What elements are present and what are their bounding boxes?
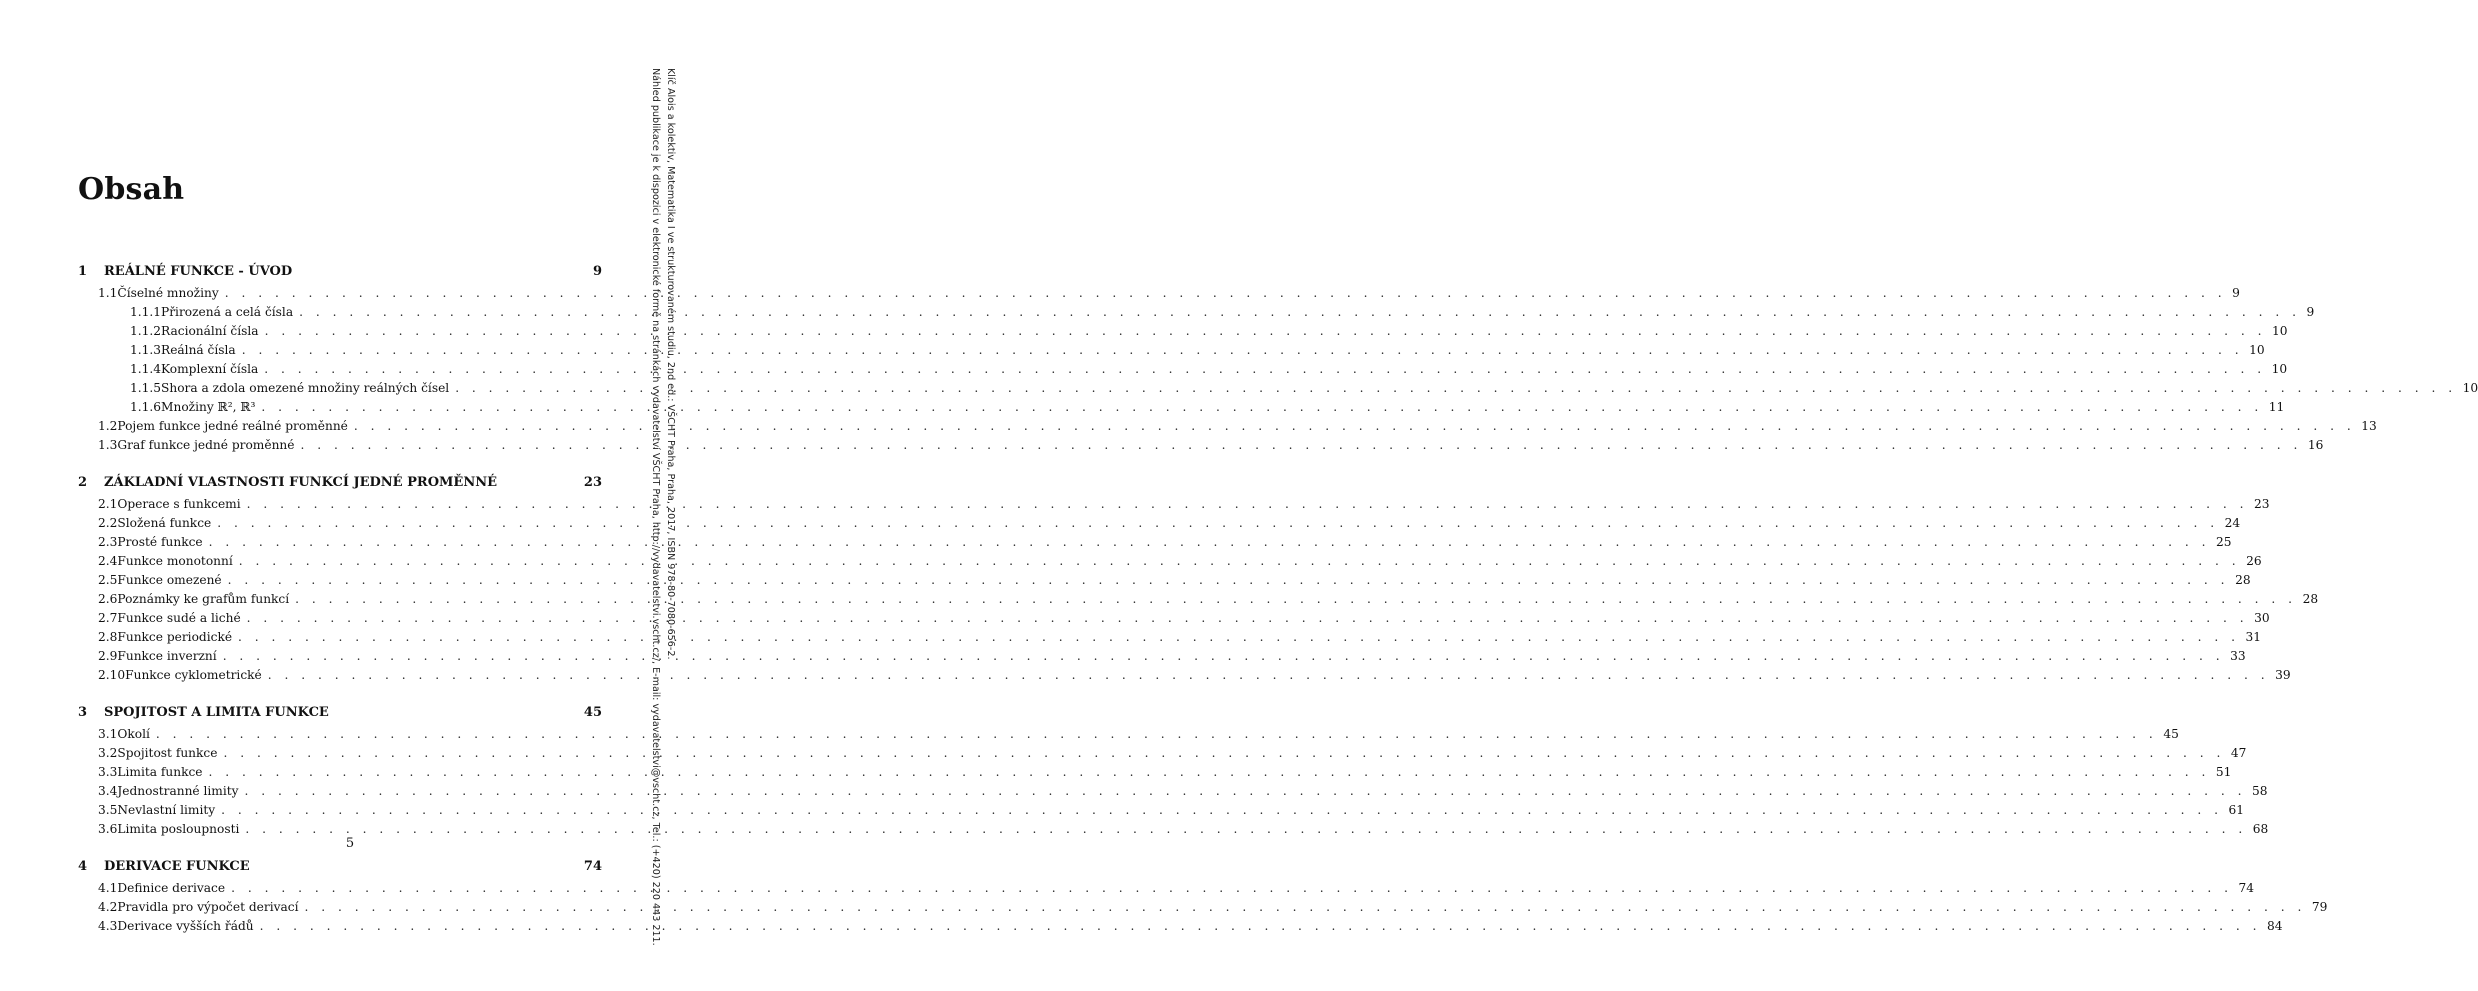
entry-number: 1.1.5 <box>130 381 162 395</box>
entry-page: 30 <box>2254 611 2270 625</box>
entry-title: Nevlastní limity <box>117 803 216 817</box>
entry-number: 2.10 <box>98 668 126 682</box>
entry-title: Poznámky ke grafům funkcí <box>117 592 290 606</box>
entry-number: 3.6 <box>98 822 118 836</box>
entry-page: 28 <box>2302 592 2319 606</box>
chapter-number: 1 <box>78 264 88 279</box>
entry-number: 4.3 <box>98 919 118 933</box>
entry-page: 9 <box>2232 286 2240 300</box>
entry-page: 68 <box>2252 822 2269 836</box>
chapter-title: DERIVACE FUNKCE <box>104 859 250 874</box>
toc-chapter <box>78 859 2328 938</box>
toc-entry[interactable] <box>78 803 2245 822</box>
entry-number: 2.8 <box>98 630 118 644</box>
entry-number: 2.6 <box>98 592 118 606</box>
entry-title: Přirozená a celá čísla <box>161 305 294 319</box>
entry-page: 84 <box>2267 919 2283 933</box>
entry-page: 31 <box>2245 630 2261 644</box>
toc-entry[interactable] <box>78 324 2288 343</box>
toc-chapter <box>78 264 2478 457</box>
toc-entry[interactable] <box>78 419 2377 438</box>
page-number: 5 <box>345 836 355 851</box>
dot-leader: . . . . . . . . . . . . . . . . . . . . . . . . . . . . . . . . . . . . . . . . . . . . . . . . . . . . . . . . . . . . . . . . . . . . . . . . . . . . . . . . . . . . . . . . . . . . . . . . . . . . . . . . . . . . . . . . . . . . . . . . <box>238 554 2241 568</box>
entry-page: 58 <box>2251 784 2268 798</box>
entry-title: Funkce sudé a liché <box>117 611 241 625</box>
toc-entry[interactable] <box>78 611 2270 630</box>
entry-page: 24 <box>2224 516 2241 530</box>
entry-page: 45 <box>2163 727 2179 741</box>
entry-title: Okolí <box>117 727 150 741</box>
entry-title: Definice derivace <box>117 881 226 895</box>
toc-entry[interactable] <box>78 535 2232 554</box>
chapter-title: ZÁKLADNÍ VLASTNOSTI FUNKCÍ JEDNÉ PROMĚNNÉ <box>104 475 497 490</box>
page-title: Obsah <box>78 172 185 207</box>
entry-title: Funkce omezené <box>117 573 222 587</box>
dot-leader: . . . . . . . . . . . . . . . . . . . . . . . . . . . . . . . . . . . . . . . . . . . . . . . . . . . . . . . . . . . . . . . . . . . . . . . . . . . . . . . . . . . . . . . . . . . . . . . . . . . . . . . . . . . . . . . . . . . . . . . . <box>223 746 2225 760</box>
entry-title: Funkce periodické <box>117 630 233 644</box>
dot-leader: . . . . . . . . . . . . . . . . . . . . . . . . . . . . . . . . . . . . . . . . . . . . . . . . . . . . . . . . . . . . . . . . . . . . . . . . . . . . . . . . . . . . . . . . . . . . . . . . . . . . . . . . . . . . . . . . . . . . . . . . <box>217 516 2219 530</box>
entry-title: Množiny ℝ², ℝ³ <box>161 400 256 414</box>
dot-leader: . . . . . . . . . . . . . . . . . . . . . . . . . . . . . . . . . . . . . . . . . . . . . . . . . . . . . . . . . . . . . . . . . . . . . . . . . . . . . . . . . . . . . . . . . . . . . . . . . . . . . . . . . . . . . . . . . . . . . . . . <box>264 362 2266 376</box>
dot-leader: . . . . . . . . . . . . . . . . . . . . . . . . . . . . . . . . . . . . . . . . . . . . . . . . . . . . . . . . . . . . . . . . . . . . . . . . . . . . . . . . . . . . . . . . . . . . . . . . . . . . . . . . . . . . . . . . . . . . . . . . <box>241 343 2244 357</box>
dot-leader: . . . . . . . . . . . . . . . . . . . . . . . . . . . . . . . . . . . . . . . . . . . . . . . . . . . . . . . . . . . . . . . . . . . . . . . . . . . . . . . . . . . . . . . . . . . . . . . . . . . . . . . . . . . . . . . . . . . . . . . . <box>238 630 2240 644</box>
dot-leader: . . . . . . . . . . . . . . . . . . . . . . . . . . . . . . . . . . . . . . . . . . . . . . . . . . . . . . . . . . . . . . . . . . . . . . . . . . . . . . . . . . . . . . . . . . . . . . . . . . . . . . . . . . . . . . . . . . . . . . . . <box>299 305 2301 319</box>
entry-number: 1.1 <box>98 286 118 300</box>
dot-leader: . . . . . . . . . . . . . . . . . . . . . . . . . . . . . . . . . . . . . . . . . . . . . . . . . . . . . . . . . . . . . . . . . . . . . . . . . . . . . . . . . . . . . . . . . . . . . . . . . . . . . . . . . . . . . . . . . . . . . . . . <box>264 324 2266 338</box>
entry-number: 2.2 <box>98 516 118 530</box>
toc-entry[interactable] <box>78 649 2246 668</box>
entry-page: 25 <box>2216 535 2232 549</box>
dot-leader: . . . . . . . . . . . . . . . . . . . . . . . . . . . . . . . . . . . . . . . . . . . . . . . . . . . . . . . . . . . . . . . . . . . . . . . . . . . . . . . . . . . . . . . . . . . . . . . . . . . . . . . . . . . . . . . . . . . . . . . . <box>455 381 2457 395</box>
entry-number: 1.1.1 <box>130 305 162 319</box>
entry-number: 3.3 <box>98 765 118 779</box>
toc-chapter <box>78 475 2319 687</box>
dot-leader: . . . . . . . . . . . . . . . . . . . . . . . . . . . . . . . . . . . . . . . . . . . . . . . . . . . . . . . . . . . . . . . . . . . . . . . . . . . . . . . . . . . . . . . . . . . . . . . . . . . . . . . . . . . . . . . . . . . . . . . . <box>300 438 2302 452</box>
dot-leader: . . . . . . . . . . . . . . . . . . . . . . . . . . . . . . . . . . . . . . . . . . . . . . . . . . . . . . . . . . . . . . . . . . . . . . . . . . . . . . . . . . . . . . . . . . . . . . . . . . . . . . . . . . . . . . . . . . . . . . . . <box>295 592 2297 606</box>
chapter-number: 4 <box>78 859 88 874</box>
entry-title: Limita posloupnosti <box>117 822 240 836</box>
sidebar-line: Náhled publikace je k dispozici v elektronické formě na stránkách vydavatelství VŠCHT Praha, http://vydavatelstvi.vscht.cz/, E-mail: vydavatelstvi@vscht.cz, Tel.: (+420) 220 443 211. <box>650 68 661 946</box>
toc-chapter <box>78 705 2269 841</box>
chapter-number: 3 <box>78 705 88 720</box>
dot-leader: . . . . . . . . . . . . . . . . . . . . . . . . . . . . . . . . . . . . . . . . . . . . . . . . . . . . . . . . . . . . . . . . . . . . . . . . . . . . . . . . . . . . . . . . . . . . . . . . . . . . . . . . . . . . . . . . . . . . . . . . <box>221 803 2223 817</box>
entry-title: Derivace vyšších řádů <box>117 919 254 933</box>
toc-entry[interactable] <box>78 668 2291 687</box>
toc-entry[interactable] <box>78 305 2315 324</box>
toc-chapter-row[interactable] <box>78 859 602 881</box>
dot-leader: . . . . . . . . . . . . . . . . . . . . . . . . . . . . . . . . . . . . . . . . . . . . . . . . . . . . . . . . . . . . . . . . . . . . . . . . . . . . . . . . . . . . . . . . . . . . . . . . . . . . . . . . . . . . . . . . . . . . . . . . <box>155 727 2158 741</box>
toc-entry[interactable] <box>78 438 2324 457</box>
entry-title: Racionální čísla <box>161 324 259 338</box>
entry-page: 10 <box>2271 362 2288 376</box>
toc-entry[interactable] <box>78 362 2288 381</box>
entry-page: 23 <box>2254 497 2270 511</box>
sidebar-line: Klíč Alois a kolektiv, Matematika I ve strukturovaném studiu, 2nd ed.: VŠCHT Praha, Praha, 2017, ISBN 978-80-7080-656-2. <box>665 68 676 660</box>
entry-title: Spojitost funkce <box>117 746 218 760</box>
dot-leader: . . . . . . . . . . . . . . . . . . . . . . . . . . . . . . . . . . . . . . . . . . . . . . . . . . . . . . . . . . . . . . . . . . . . . . . . . . . . . . . . . . . . . . . . . . . . . . . . . . . . . . . . . . . . . . . . . . . . . . . . <box>208 535 2211 549</box>
entry-number: 2.9 <box>98 649 118 663</box>
entry-title: Jednostranné limity <box>117 784 239 798</box>
entry-number: 1.2 <box>98 419 118 433</box>
chapter-number: 2 <box>78 475 88 490</box>
entry-number: 4.2 <box>98 900 118 914</box>
toc-entry[interactable] <box>78 400 2285 419</box>
entry-number: 1.1.2 <box>130 324 162 338</box>
entry-page: 74 <box>2238 881 2255 895</box>
entry-title: Shora a zdola omezené množiny reálných čísel <box>161 381 450 395</box>
entry-page: 11 <box>2268 400 2285 414</box>
toc-entry[interactable] <box>78 286 2240 305</box>
toc-chapter-row[interactable] <box>78 705 602 727</box>
entry-number: 2.5 <box>98 573 118 587</box>
dot-leader: . . . . . . . . . . . . . . . . . . . . . . . . . . . . . . . . . . . . . . . . . . . . . . . . . . . . . . . . . . . . . . . . . . . . . . . . . . . . . . . . . . . . . . . . . . . . . . . . . . . . . . . . . . . . . . . . . . . . . . . . <box>267 668 2270 682</box>
entry-page: 10 <box>2462 381 2478 395</box>
entry-page: 16 <box>2307 438 2324 452</box>
dot-leader: . . . . . . . . . . . . . . . . . . . . . . . . . . . . . . . . . . . . . . . . . . . . . . . . . . . . . . . . . . . . . . . . . . . . . . . . . . . . . . . . . . . . . . . . . . . . . . . . . . . . . . . . . . . . . . . . . . . . . . . . <box>224 286 2227 300</box>
toc-entry[interactable] <box>78 727 2179 746</box>
entry-title: Graf funkce jedné proměnné <box>117 438 295 452</box>
dot-leader: . . . . . . . . . . . . . . . . . . . . . . . . . . . . . . . . . . . . . . . . . . . . . . . . . . . . . . . . . . . . . . . . . . . . . . . . . . . . . . . . . . . . . . . . . . . . . . . . . . . . . . . . . . . . . . . . . . . . . . . . <box>259 919 2262 933</box>
chapter-title: SPOJITOST A LIMITA FUNKCE <box>104 705 329 720</box>
toc-entry[interactable] <box>78 919 2283 938</box>
entry-number: 2.7 <box>98 611 118 625</box>
entry-number: 1.1.4 <box>130 362 162 376</box>
dot-leader: . . . . . . . . . . . . . . . . . . . . . . . . . . . . . . . . . . . . . . . . . . . . . . . . . . . . . . . . . . . . . . . . . . . . . . . . . . . . . . . . . . . . . . . . . . . . . . . . . . . . . . . . . . . . . . . . . . . . . . . . <box>261 400 2263 414</box>
entry-page: 33 <box>2230 649 2246 663</box>
entry-page: 79 <box>2311 900 2328 914</box>
entry-page: 10 <box>2271 324 2288 338</box>
entry-title: Prosté funkce <box>117 535 203 549</box>
dot-leader: . . . . . . . . . . . . . . . . . . . . . . . . . . . . . . . . . . . . . . . . . . . . . . . . . . . . . . . . . . . . . . . . . . . . . . . . . . . . . . . . . . . . . . . . . . . . . . . . . . . . . . . . . . . . . . . . . . . . . . . . <box>353 419 2356 433</box>
dot-leader: . . . . . . . . . . . . . . . . . . . . . . . . . . . . . . . . . . . . . . . . . . . . . . . . . . . . . . . . . . . . . . . . . . . . . . . . . . . . . . . . . . . . . . . . . . . . . . . . . . . . . . . . . . . . . . . . . . . . . . . . <box>227 573 2230 587</box>
entry-title: Funkce cyklometrické <box>125 668 262 682</box>
toc-entry[interactable] <box>78 765 2232 784</box>
entry-number: 3.5 <box>98 803 118 817</box>
chapter-page: 45 <box>583 705 602 720</box>
entry-number: 1.3 <box>98 438 118 452</box>
toc-entry[interactable] <box>78 592 2319 611</box>
entry-page: 28 <box>2235 573 2251 587</box>
toc-entry[interactable] <box>78 497 2270 516</box>
entry-page: 47 <box>2230 746 2247 760</box>
sidebar-text <box>648 68 678 946</box>
entry-title: Funkce monotonní <box>117 554 233 568</box>
dot-leader: . . . . . . . . . . . . . . . . . . . . . . . . . . . . . . . . . . . . . . . . . . . . . . . . . . . . . . . . . . . . . . . . . . . . . . . . . . . . . . . . . . . . . . . . . . . . . . . . . . . . . . . . . . . . . . . . . . . . . . . . <box>304 900 2306 914</box>
entry-title: Limita funkce <box>117 765 203 779</box>
toc-chapter-row[interactable] <box>78 475 602 497</box>
toc-entry[interactable] <box>78 554 2262 573</box>
chapter-title: REÁLNÉ FUNKCE - ÚVOD <box>104 264 293 279</box>
dot-leader: . . . . . . . . . . . . . . . . . . . . . . . . . . . . . . . . . . . . . . . . . . . . . . . . . . . . . . . . . . . . . . . . . . . . . . . . . . . . . . . . . . . . . . . . . . . . . . . . . . . . . . . . . . . . . . . . . . . . . . . . <box>246 611 2249 625</box>
dot-leader: . . . . . . . . . . . . . . . . . . . . . . . . . . . . . . . . . . . . . . . . . . . . . . . . . . . . . . . . . . . . . . . . . . . . . . . . . . . . . . . . . . . . . . . . . . . . . . . . . . . . . . . . . . . . . . . . . . . . . . . . <box>231 881 2233 895</box>
dot-leader: . . . . . . . . . . . . . . . . . . . . . . . . . . . . . . . . . . . . . . . . . . . . . . . . . . . . . . . . . . . . . . . . . . . . . . . . . . . . . . . . . . . . . . . . . . . . . . . . . . . . . . . . . . . . . . . . . . . . . . . . <box>245 822 2247 836</box>
toc-entry[interactable] <box>78 900 2328 919</box>
entry-number: 3.2 <box>98 746 118 760</box>
entry-number: 2.4 <box>98 554 118 568</box>
dot-leader: . . . . . . . . . . . . . . . . . . . . . . . . . . . . . . . . . . . . . . . . . . . . . . . . . . . . . . . . . . . . . . . . . . . . . . . . . . . . . . . . . . . . . . . . . . . . . . . . . . . . . . . . . . . . . . . . . . . . . . . . <box>246 497 2249 511</box>
entry-number: 3.4 <box>98 784 118 798</box>
chapter-page: 74 <box>583 859 602 874</box>
entry-number: 2.3 <box>98 535 118 549</box>
dot-leader: . . . . . . . . . . . . . . . . . . . . . . . . . . . . . . . . . . . . . . . . . . . . . . . . . . . . . . . . . . . . . . . . . . . . . . . . . . . . . . . . . . . . . . . . . . . . . . . . . . . . . . . . . . . . . . . . . . . . . . . . <box>222 649 2225 663</box>
toc-entry[interactable] <box>78 630 2261 649</box>
entry-number: 1.1.3 <box>130 343 162 357</box>
entry-page: 26 <box>2246 554 2262 568</box>
toc-entry[interactable] <box>78 784 2268 803</box>
toc-chapter-row[interactable] <box>78 264 602 286</box>
entry-page: 13 <box>2361 419 2377 433</box>
entry-title: Operace s funkcemi <box>117 497 241 511</box>
chapter-page: 9 <box>592 264 602 279</box>
chapter-page: 23 <box>583 475 602 490</box>
entry-title: Složená funkce <box>117 516 212 530</box>
entry-number: 3.1 <box>98 727 118 741</box>
entry-number: 1.1.6 <box>130 400 162 414</box>
entry-page: 51 <box>2215 765 2232 779</box>
entry-title: Číselné množiny <box>117 286 219 300</box>
entry-title: Komplexní čísla <box>161 362 259 376</box>
entry-page: 61 <box>2228 803 2245 817</box>
toc-entry[interactable] <box>78 746 2247 765</box>
entry-page: 9 <box>2306 305 2315 319</box>
dot-leader: . . . . . . . . . . . . . . . . . . . . . . . . . . . . . . . . . . . . . . . . . . . . . . . . . . . . . . . . . . . . . . . . . . . . . . . . . . . . . . . . . . . . . . . . . . . . . . . . . . . . . . . . . . . . . . . . . . . . . . . . <box>244 784 2246 798</box>
toc-entry[interactable] <box>78 343 2265 362</box>
entry-number: 4.1 <box>98 881 118 895</box>
toc-entry[interactable] <box>78 881 2255 900</box>
entry-page: 39 <box>2275 668 2291 682</box>
toc-entry[interactable] <box>78 516 2241 535</box>
entry-title: Pravidla pro výpočet derivací <box>117 900 299 914</box>
entry-title: Reálná čísla <box>161 343 236 357</box>
dot-leader: . . . . . . . . . . . . . . . . . . . . . . . . . . . . . . . . . . . . . . . . . . . . . . . . . . . . . . . . . . . . . . . . . . . . . . . . . . . . . . . . . . . . . . . . . . . . . . . . . . . . . . . . . . . . . . . . . . . . . . . . <box>208 765 2210 779</box>
entry-page: 10 <box>2249 343 2265 357</box>
toc-entry[interactable] <box>78 573 2251 592</box>
toc-entry[interactable] <box>78 381 2478 400</box>
entry-number: 2.1 <box>98 497 118 511</box>
publisher-sidebar <box>648 0 688 991</box>
entry-title: Funkce inverzní <box>117 649 217 663</box>
entry-title: Pojem funkce jedné reálné proměnné <box>117 419 348 433</box>
